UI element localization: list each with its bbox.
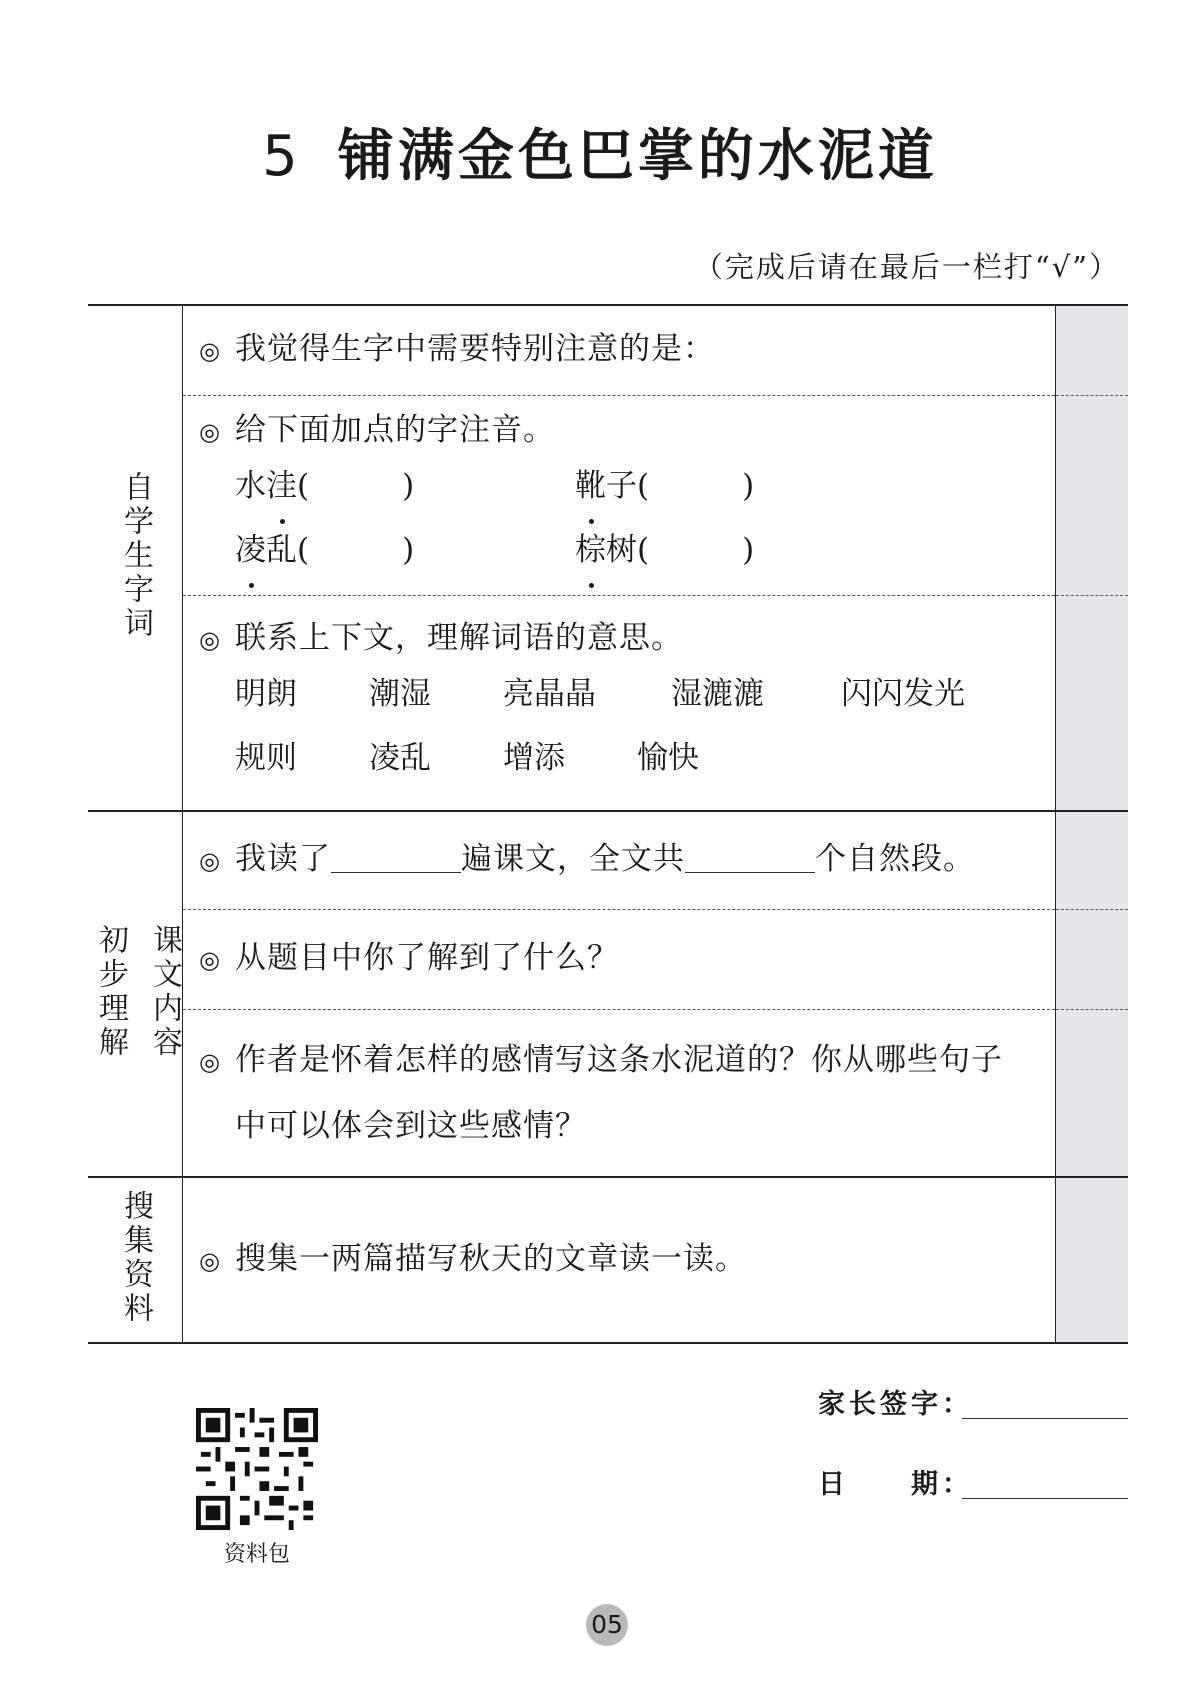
bullet-icon: ◎ bbox=[199, 625, 221, 654]
pinyin-item: 棕树( ) bbox=[575, 518, 915, 582]
task-collect-articles[interactable]: ◎ 搜集一两篇描写秋天的文章读一读。 bbox=[183, 1177, 1056, 1343]
bullet-icon: ◎ bbox=[199, 847, 221, 876]
date-label: 日 期： bbox=[818, 1469, 973, 1500]
task-author-feeling[interactable]: ◎ 作者是怀着怎样的感情写这条水泥道的？你从哪些句子 中可以体会到这些感情？ bbox=[183, 1009, 1056, 1177]
task-pinyin[interactable]: ◎ 给下面加点的字注音。 水洼( ) 靴子( ) 凌乱( ) 棕树( ) bbox=[183, 395, 1056, 595]
bullet-icon: ◎ bbox=[199, 1247, 221, 1275]
check-cell[interactable] bbox=[1056, 305, 1129, 395]
check-cell[interactable] bbox=[1056, 1177, 1129, 1343]
bullet-icon: ◎ bbox=[199, 418, 221, 446]
check-cell[interactable] bbox=[1056, 395, 1129, 595]
page-number: 05 bbox=[586, 1604, 628, 1646]
check-cell[interactable] bbox=[1056, 909, 1129, 1009]
parent-sign-label: 家长签字： bbox=[818, 1389, 973, 1420]
bullet-icon: ◎ bbox=[199, 1047, 221, 1076]
bullet-icon: ◎ bbox=[199, 337, 221, 366]
section-label-self-study: 自学生字词 bbox=[88, 305, 183, 811]
paragraph-count-blank[interactable] bbox=[685, 842, 815, 873]
pinyin-item: 凌乱( ) bbox=[235, 518, 575, 582]
page-title bbox=[0, 112, 1200, 192]
qr-code-icon[interactable] bbox=[196, 1408, 318, 1530]
parent-sign-field[interactable] bbox=[962, 1418, 1128, 1419]
lesson-number: 5 bbox=[262, 124, 302, 189]
task-word-meaning[interactable]: ◎ 联系上下文，理解词语的意思。 明朗 潮湿 亮晶晶 湿漉漉 闪闪发光 规则 凌乱 增添 愉快 bbox=[183, 595, 1056, 811]
task-note-characters[interactable]: ◎ 我觉得生字中需要特别注意的是： bbox=[183, 305, 1056, 395]
completion-note: （完成后请在最后一栏打“√”） bbox=[693, 250, 1120, 284]
word-list: 明朗 潮湿 亮晶晶 湿漉漉 闪闪发光 规则 凌乱 增添 愉快 bbox=[235, 675, 965, 776]
read-times-blank[interactable] bbox=[331, 842, 461, 873]
qr-caption: 资料包 bbox=[223, 1542, 290, 1567]
check-cell[interactable] bbox=[1056, 1009, 1129, 1177]
task-read-count[interactable]: ◎ 我读了 遍课文，全文共 个自然段。 bbox=[183, 811, 1056, 909]
lesson-title: 铺满金色巴掌的水泥道 bbox=[337, 124, 938, 189]
bullet-icon: ◎ bbox=[199, 946, 221, 974]
worksheet-table bbox=[88, 304, 1128, 1344]
task-title-question[interactable]: ◎ 从题目中你了解到了什么？ bbox=[183, 909, 1056, 1009]
pinyin-item: 靴子( ) bbox=[575, 454, 915, 518]
pinyin-item: 水洼( ) bbox=[235, 454, 575, 518]
date-field[interactable] bbox=[962, 1498, 1128, 1499]
check-cell[interactable] bbox=[1056, 811, 1129, 909]
check-cell[interactable] bbox=[1056, 595, 1129, 811]
section-label-collect: 搜集资料 bbox=[88, 1177, 183, 1343]
section-label-reading: 课文内容 初步理解 bbox=[88, 811, 183, 1177]
